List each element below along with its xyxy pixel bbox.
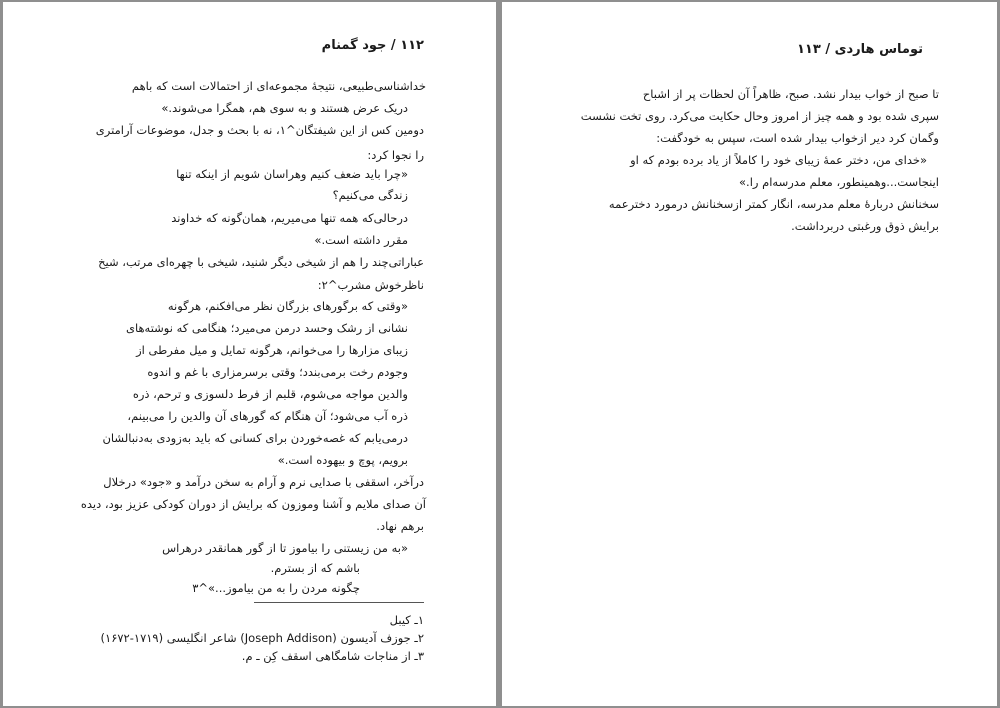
text-line: دریک عرض هستند و به سوی هم، همگرا می‌شوند.» [161,101,408,115]
text-line: تا صبح از خواب بیدار نشد. صبح، ظاهراً آن لحظات پر از اشباح [642,87,939,101]
left-page-header: ۱۱۲ / جود گمنام [321,38,424,53]
text-line: «وقتی که برگورهای بزرگان نظر می‌افکنم، هرگونه [167,299,408,313]
text-line: آن صدای ملایم و آشنا وموزون که برایش از دوران کودکی عزیز بود، دیده [80,497,426,511]
right-page-header: توماس هاردی / ۱۱۳ [796,42,923,57]
text-line: دومین کس از این شیفتگان^۱، نه با بحث و جدل، موضوعات آرامتری [95,123,424,137]
right-page [502,2,997,706]
text-line: والدین مواجه می‌شوم، قلبم از فرط دلسوزی و ترحم، ذره [132,387,408,401]
text-line: عباراتی‌چند را هم از شیخی دیگر شنید، شیخی با چهره‌ای مرتب، شیخ [98,255,424,269]
text-line: ناظرخوش مشرب^۲: [317,278,424,292]
text-line: برایش ذوق ورغبتی دربرداشت. [791,219,939,233]
text-line: درحالی‌که همه تنها می‌میریم، همان‌گونه که خداوند [171,211,408,225]
footnote-rule [254,602,424,603]
text-line: درآخر، اسقفی با صدایی نرم و آرام به سخن درآمد و «جود» درخلال [103,475,424,489]
footnote: ۳ـ از مناجات شامگاهی اسقف کِن ـ م. [241,649,424,663]
text-line: مقرر داشته است.» [314,233,408,247]
text-line: وگمان کرد دیر ازخواب بیدار شده است، سپس به خودگفت: [656,131,939,145]
text-line: «چرا باید ضعف کنیم وهراسان شویم از اینکه تنها [176,167,408,181]
footnote: ۲ـ جوزف آدیسون (Joseph Addison) شاعر انگلیسی (۱۷۱۹-۱۶۷۲) [100,631,424,645]
text-line: چگونه مردن را به من بیاموز...»^۳ [192,581,360,595]
text-line: «به من زیستنی را بیاموز تا از گور همانقدر درهراس [162,541,408,555]
text-line: «خدای من، دختر عمهٔ زیبای خود را کاملاً از یاد برده بودم که او [630,153,927,167]
text-line: زندگی می‌کنیم؟ [332,188,408,202]
footnote: ۱ـ کیبل [389,613,424,627]
text-line: باشم که از بسترم. [270,561,360,575]
text-line: برویم، پوچ و بیهوده است.» [277,453,408,467]
text-line: برهم نهاد. [376,519,424,533]
text-line: سپری شده بود و همه چیز از امروز وحال حکایت می‌کرد. روی تخت نشست [580,109,939,123]
text-line: اینجاست...وهمینطور، معلم مدرسه‌ام را.» [739,175,939,189]
text-line: سخنانش دربارهٔ معلم مدرسه، انگار کمتر ازسخنانش درمورد دخترعمه [608,197,939,211]
text-line: زیبای مزارها را می‌خوانم، هرگونه تمایل و میل مفرطی از [136,343,408,357]
text-line: وجودم رخت برمی‌بندد؛ وقتی برسرمزاری با غم و اندوه [147,365,408,379]
text-line: درمی‌یابم که غصه‌خوردن برای کسانی که باید به‌زودی به‌دنبالشان [102,431,408,445]
text-line: ذره آب می‌شود؛ آن هنگام که گورهای آن والدین را می‌بینم، [127,409,408,423]
text-line: را نجوا کرد: [367,148,424,162]
left-page [3,2,496,706]
text-line: خداشناسی‌طبیعی، نتیجهٔ مجموعه‌ای از احتمالات است که باهم [131,79,426,93]
text-line: نشانی از رشک وحسد درمن می‌میرد؛ هنگامی که نوشته‌های [125,321,408,335]
